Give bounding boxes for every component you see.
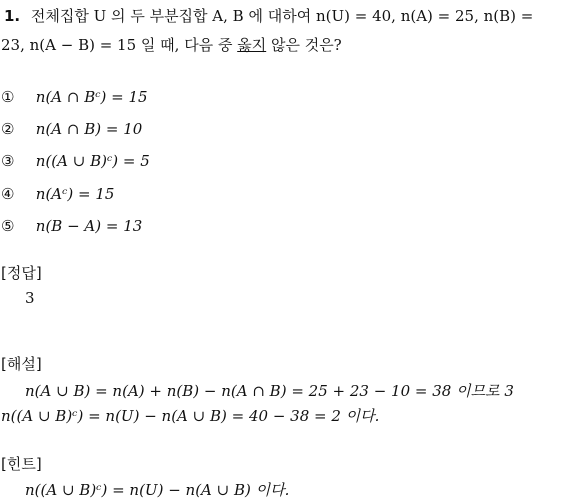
hint-line-1: n((A ∪ B)ᶜ) = n(U) − n(A ∪ B) 이다. <box>25 481 290 499</box>
explanation-line-2: n((A ∪ B)ᶜ) = n(U) − n(A ∪ B) = 40 − 38 = 2 이다. <box>1 407 380 425</box>
option-marker: ③ <box>1 152 15 170</box>
option-text: n((A ∪ B)ᶜ) = 5 <box>35 152 150 170</box>
question-line-2 <box>1 34 342 55</box>
option-text: n(B − A) = 13 <box>35 217 143 235</box>
question-line-1 <box>4 5 533 26</box>
option-1[interactable] <box>1 88 148 106</box>
option-5[interactable] <box>1 217 142 235</box>
explanation-line-1: n(A ∪ B) = n(A) + n(B) − n(A ∩ B) = 25 + 23 − 10 = 38 이므로 3 <box>25 382 514 400</box>
option-marker: ④ <box>1 185 15 203</box>
question-text-line-2-suffix: 않은 것은? <box>266 36 342 54</box>
question-number: 1. <box>4 7 21 25</box>
option-marker: ⑤ <box>1 217 15 235</box>
option-text: n(A ∩ Bᶜ) = 15 <box>35 88 148 106</box>
question-text-line-2-prefix: 23, n(A − B) = 15 일 때, 다음 중 <box>1 36 238 54</box>
option-2[interactable] <box>1 120 142 138</box>
question-text-line-1: 전체집합 U 의 두 부분집합 A, B 에 대하여 n(U) = 40, n(A) = 25, n(B) = <box>30 7 534 25</box>
option-3[interactable] <box>1 152 150 170</box>
answer-heading: [정답] <box>1 264 42 282</box>
question-emphasis-not-correct: 옳지 <box>237 36 267 54</box>
option-4[interactable] <box>1 185 114 203</box>
option-marker: ② <box>1 120 15 138</box>
option-text: n(A ∩ B) = 10 <box>35 120 143 138</box>
option-text: n(Aᶜ) = 15 <box>35 185 115 203</box>
option-marker: ① <box>1 88 15 106</box>
hint-heading: [힌트] <box>1 455 42 473</box>
explanation-heading: [해설] <box>1 355 42 373</box>
answer-value: 3 <box>25 289 35 307</box>
